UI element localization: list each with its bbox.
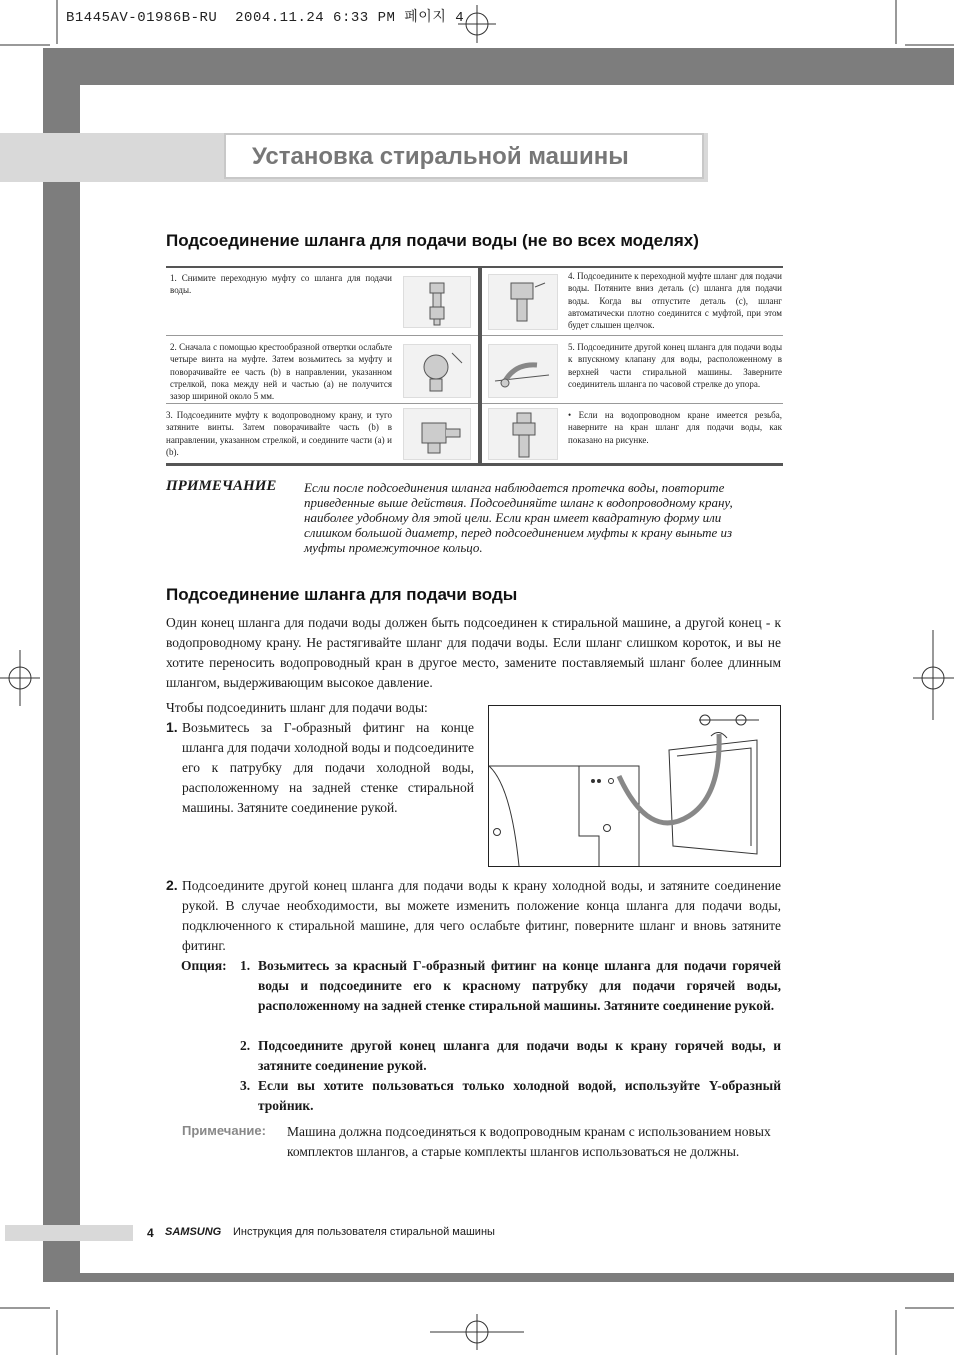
option-2-number: 2. bbox=[240, 1038, 251, 1053]
option-2-text: Подсоедините другой конец шланга для подачи воды к крану горячей воды, и затяните соединение рукой. bbox=[258, 1038, 781, 1073]
left-band bbox=[43, 48, 80, 1281]
note2-label: Примечание: bbox=[182, 1123, 266, 1138]
step-3-text: 3. Подсоедините муфту к водопроводному крану, и туго затяните винты. Затем поворачивайте часть (b) в направлении, указанном стрелкой, и соедините части (a) и (b). bbox=[166, 410, 392, 457]
top-band bbox=[43, 48, 954, 85]
option-label: Опция: bbox=[181, 958, 227, 973]
section2-heading: Подсоединение шланга для подачи воды bbox=[166, 585, 518, 604]
step-1-number: 1. bbox=[166, 719, 178, 735]
step-1-instructions: Возьмитесь за Г-образный фитинг на конце шланга для подачи холодной воды и подсоедините его к патрубку для подачи холодной воды, расположенному на задней стенке стиральной машины. Затяните соединение рукой. bbox=[182, 720, 474, 815]
table-divider bbox=[478, 266, 482, 466]
step-6-image bbox=[488, 408, 558, 460]
step-1-text: 1. Снимите переходную муфту со шланга для подачи воды. bbox=[170, 273, 392, 296]
steps-table bbox=[166, 266, 783, 466]
step-5-image bbox=[488, 344, 558, 398]
bottom-band bbox=[43, 1273, 954, 1282]
note2-text: Машина должна подсоединяться к водопроводным кранам с использованием новых комплектов шлангов, а старые комплекты шлангов использоваться не должны. bbox=[287, 1124, 771, 1159]
step-1-image bbox=[403, 276, 471, 328]
step-3-image bbox=[403, 408, 471, 460]
section1-heading: Подсоединение шланга для подачи воды (не во всех моделях) bbox=[166, 231, 699, 250]
bullet-threaded-tap: • Если на водопроводном кране имеется резьба, наверните на кран шланг для подачи воды, как показано на рисунке. bbox=[568, 410, 782, 445]
footer-brand-logo: SAMSUNG bbox=[165, 1226, 222, 1238]
note-text: Если после подсоединения шланга наблюдается протечка воды, повторите приведенные выше действия. Подсоединяйте шланг к водопроводному крану, наиболее удобному для этой цели. Если кран имеет квадратную форму или слишком большой диаметр, перед подсоединением муфты к крану выньте из муфты промежуточное кольцо. bbox=[304, 480, 733, 555]
print-code: B1445AV-01986B-RU bbox=[66, 10, 218, 26]
section2-intro: Один конец шланга для подачи воды должен быть подсоединен к стиральной машине, а другой конец - к водопроводному крану. Не растягивайте шланг для подачи воды. Если шланг слишком короток, и вы не хотите переносить водопроводный кран в другое место, замените поставляемый шланг более длинным шлангом, выдерживающим высокое давление. bbox=[166, 615, 781, 690]
print-datetime: 2004.11.24 6:33 PM bbox=[235, 10, 396, 26]
step-2-text: 2. Сначала с помощью крестообразной отвертки ослабьте четыре винта на муфте. Затем возьмитесь за муфту и поворачивайте ее часть (b) в направлении, указанном стрелкой, пока между ней и частью (a) не получится зазор шириной около 5 мм. bbox=[170, 342, 392, 402]
page-title: Установка стиральной машины bbox=[224, 133, 704, 179]
option-1-number: 1. bbox=[240, 958, 251, 973]
footer-text: Инструкция для пользователя стиральной машины bbox=[233, 1226, 495, 1238]
step-5-text: 5. Подсоедините другой конец шланга для подачи воды к впускному клапану для воды, расположенному в верхней части стиральной машины. Заверните соединитель шланга по часовой стрелке до упора. bbox=[568, 342, 782, 389]
section2-lead: Чтобы подсоединить шланг для подачи воды: bbox=[166, 700, 428, 715]
step-2-number: 2. bbox=[166, 877, 178, 893]
hose-connection-illustration bbox=[488, 705, 781, 867]
step-2-image bbox=[403, 344, 471, 398]
print-page-marker: 페이지 4 bbox=[404, 10, 465, 26]
table-bottom-rule bbox=[166, 463, 783, 466]
step-2-instructions: Подсоедините другой конец шланга для подачи воды к крану холодной воды, и затяните соединение рукой. В случае необходимости, вы можете изменить положение конца шланга для подачи воды, подключенного к стиральной машине, для чего ослабьте фитинг, поверните шланг и вновь затяните фитинг. bbox=[182, 878, 781, 953]
option-3-text: Если вы хотите пользоваться только холодной водой, используйте Y-образный тройник. bbox=[258, 1078, 781, 1113]
table-top-rule bbox=[166, 266, 783, 268]
washer-and-sink-drawing bbox=[489, 706, 780, 866]
option-1-text: Возьмитесь за красный Г-образный фитинг на конце шланга для подачи горячей воды и подсоедините его к красному патрубку для подачи горячей воды, расположенному на задней стенке стиральной машины. Затяните соединение рукой. bbox=[258, 958, 781, 1013]
footer-band bbox=[5, 1225, 133, 1241]
footer-page-number: 4 bbox=[147, 1226, 154, 1240]
option-3-number: 3. bbox=[240, 1078, 251, 1093]
note-label: ПРИМЕЧАНИЕ bbox=[166, 478, 277, 494]
step-4-text: 4. Подсоедините к переходной муфте шланг для подачи воды. Потяните вниз деталь (c) шланга для подачи воды. Когда вы отпустите деталь (c), шланг автоматически плотно соединится с муфтой, при этом будет слышен щелчок. bbox=[568, 271, 782, 331]
step-4-image bbox=[488, 274, 558, 330]
